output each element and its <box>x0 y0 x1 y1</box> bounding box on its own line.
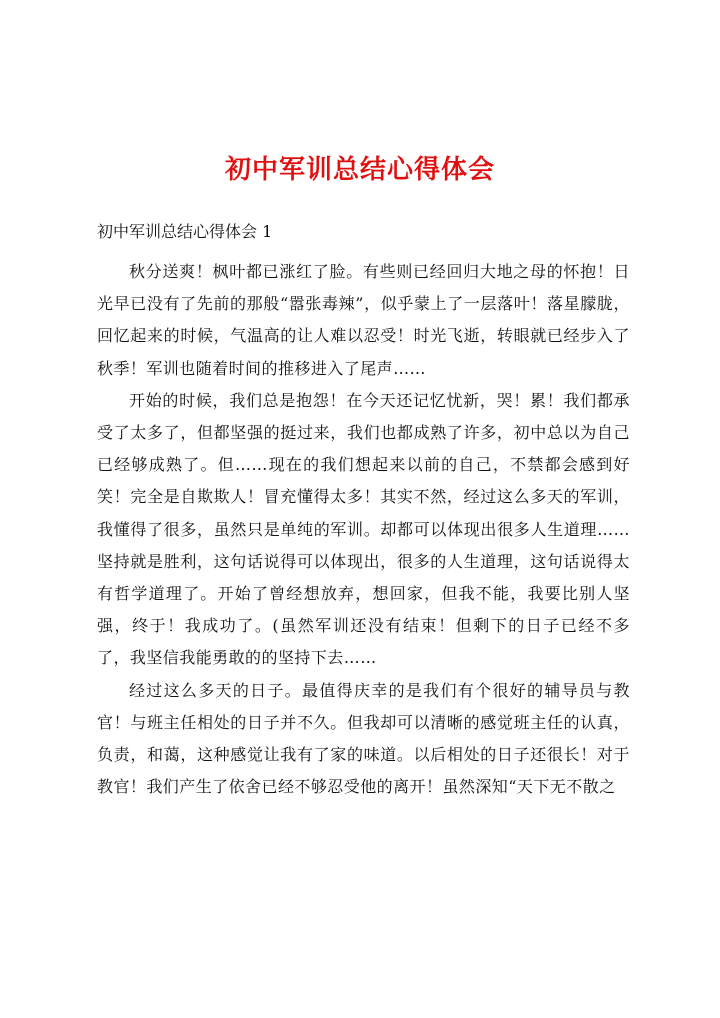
document-title: 初中军训总结心得体会 <box>224 155 495 185</box>
paragraph: 开始的时候，我们总是抱怨！在今天还记忆忧新，哭！累！我们都承受了太多了，但都坚强的挺过来，我们也都成熟了许多，初中总以为自己已经够成熟了。但……现在的我们想起来以前的自己，不禁都会感到好笑！完全是自欺欺人！冒充懂得太多！其实不然，经过这么多天的军训，我懂得了很多，虽然只是单纯的军训。却都可以体现出很多人生道理…… 坚持就是胜利，这句话说得可以体现出，很多的人生道理，这句话说得太有哲学道理了。开始了曾经想放弃，想回家，但我不能，我要比别人坚强，终于！我成功了。(虽然军训还没有结束！但剩下的日子已经不多了，我坚信我能勇敢的的坚持下去…… <box>97 390 630 668</box>
section-heading: 初中军训总结心得体会 1 <box>97 222 273 241</box>
document-body <box>97 256 630 803</box>
paragraph: 经过这么多天的日子。最值得庆幸的是我们有个很好的辅导员与教官！与班主任相处的日子并不久。但我却可以清晰的感觉班主任的认真，负责，和蔼，这种感觉让我有了家的味道。以后相处的日子还很长！对于教官！我们产生了依舍已经不够忍受他的离开！虽然深知“天下无不散之 <box>97 680 630 797</box>
paragraph: 秋分送爽！枫叶都已涨红了脸。有些则已经回归大地之母的怀抱！日光早已没有了先前的那般“嚣张毒辣”，似乎蒙上了一层落叶！落星朦胧，回忆起来的时候，气温高的让人难以忍受！时光飞逝，转眼就已经步入了秋季！军训也随着时间的推移进入了尾声…… <box>97 262 630 378</box>
